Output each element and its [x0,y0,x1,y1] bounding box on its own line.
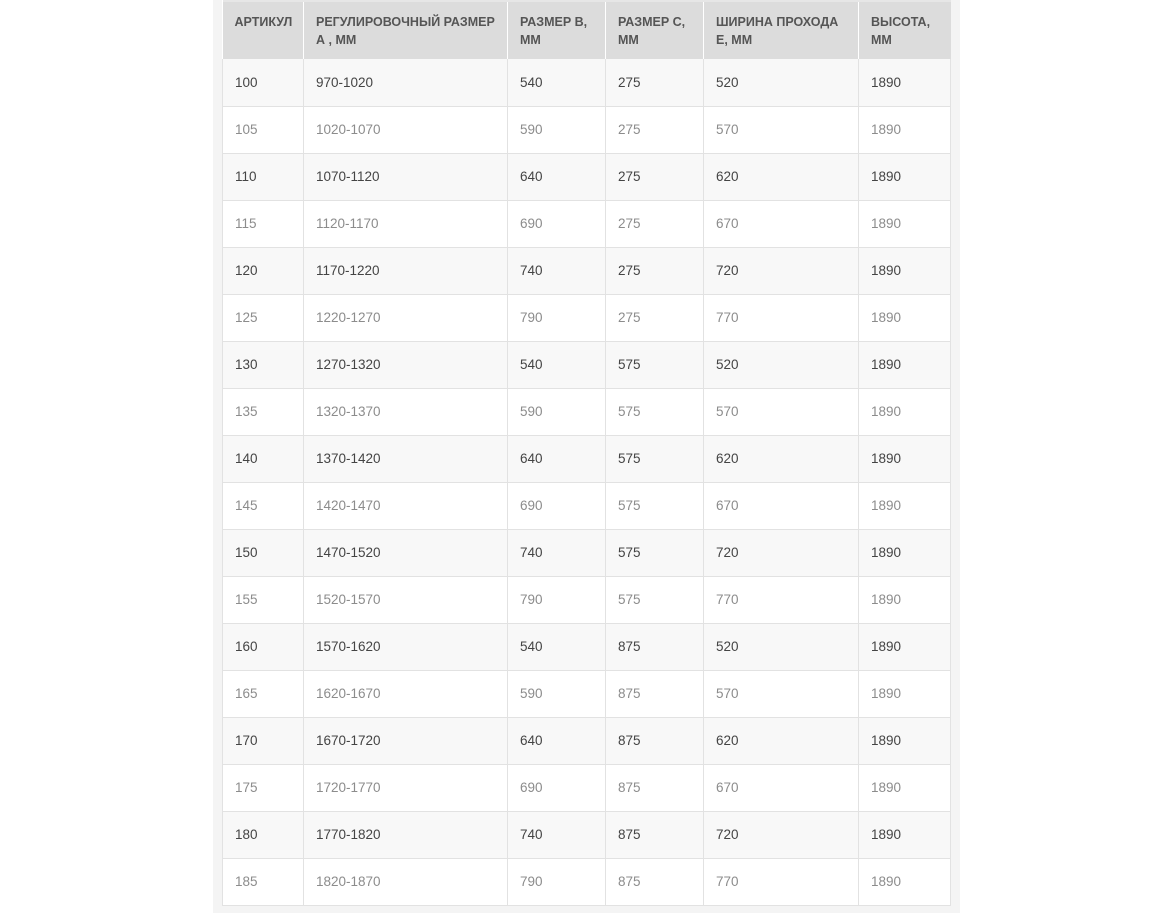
cell-passage-width-e: 720 [704,811,859,858]
cell-height: 1890 [859,717,951,764]
table-body [223,59,951,905]
cell-size-b: 640 [508,435,606,482]
cell-height: 1890 [859,623,951,670]
cell-size-b: 740 [508,247,606,294]
cell-article: 160 [223,623,304,670]
cell-size-b: 790 [508,294,606,341]
cell-article: 100 [223,59,304,106]
table-row [223,764,951,811]
cell-size-b: 540 [508,341,606,388]
cell-size-c: 875 [606,623,704,670]
cell-height: 1890 [859,482,951,529]
cell-height: 1890 [859,388,951,435]
cell-passage-width-e: 770 [704,858,859,905]
cell-passage-width-e: 520 [704,59,859,106]
cell-adjust-size-a: 1020-1070 [304,106,508,153]
table-row [223,858,951,905]
table-row [223,153,951,200]
cell-size-c: 875 [606,764,704,811]
cell-height: 1890 [859,529,951,576]
cell-size-b: 690 [508,764,606,811]
table-row [223,59,951,106]
cell-adjust-size-a: 1070-1120 [304,153,508,200]
cell-size-c: 275 [606,294,704,341]
cell-article: 120 [223,247,304,294]
header-passage-width-e: ШИРИНА ПРОХОДА Е, ММ [704,1,859,59]
cell-height: 1890 [859,764,951,811]
table-row [223,341,951,388]
cell-size-b: 640 [508,717,606,764]
cell-adjust-size-a: 1320-1370 [304,388,508,435]
cell-height: 1890 [859,811,951,858]
cell-size-b: 590 [508,670,606,717]
cell-article: 170 [223,717,304,764]
table-row [223,200,951,247]
cell-passage-width-e: 620 [704,717,859,764]
table-header-row [223,1,951,59]
cell-passage-width-e: 570 [704,670,859,717]
cell-adjust-size-a: 1170-1220 [304,247,508,294]
cell-size-b: 690 [508,200,606,247]
cell-article: 175 [223,764,304,811]
cell-size-b: 740 [508,529,606,576]
cell-size-c: 575 [606,529,704,576]
cell-size-c: 875 [606,670,704,717]
cell-adjust-size-a: 1770-1820 [304,811,508,858]
cell-height: 1890 [859,341,951,388]
cell-size-c: 275 [606,59,704,106]
cell-size-b: 690 [508,482,606,529]
cell-article: 185 [223,858,304,905]
cell-size-b: 540 [508,59,606,106]
table-row [223,717,951,764]
cell-passage-width-e: 520 [704,341,859,388]
table-row [223,435,951,482]
header-size-c: РАЗМЕР С, ММ [606,1,704,59]
cell-passage-width-e: 570 [704,388,859,435]
cell-article: 130 [223,341,304,388]
table-row [223,811,951,858]
cell-size-b: 540 [508,623,606,670]
cell-adjust-size-a: 1570-1620 [304,623,508,670]
cell-size-b: 590 [508,106,606,153]
cell-article: 145 [223,482,304,529]
cell-size-c: 275 [606,153,704,200]
cell-adjust-size-a: 1120-1170 [304,200,508,247]
cell-size-c: 575 [606,435,704,482]
cell-adjust-size-a: 1270-1320 [304,341,508,388]
cell-article: 135 [223,388,304,435]
cell-height: 1890 [859,435,951,482]
cell-height: 1890 [859,670,951,717]
cell-height: 1890 [859,858,951,905]
cell-article: 180 [223,811,304,858]
cell-passage-width-e: 620 [704,435,859,482]
cell-passage-width-e: 670 [704,764,859,811]
cell-passage-width-e: 670 [704,200,859,247]
table-row [223,529,951,576]
cell-adjust-size-a: 1620-1670 [304,670,508,717]
cell-adjust-size-a: 1470-1520 [304,529,508,576]
cell-height: 1890 [859,106,951,153]
cell-size-c: 575 [606,388,704,435]
cell-adjust-size-a: 970-1020 [304,59,508,106]
table-row [223,670,951,717]
cell-size-c: 575 [606,341,704,388]
cell-passage-width-e: 570 [704,106,859,153]
cell-size-c: 275 [606,247,704,294]
table-row [223,106,951,153]
cell-height: 1890 [859,247,951,294]
header-height: ВЫСОТА, ММ [859,1,951,59]
spec-table [222,0,951,906]
cell-adjust-size-a: 1720-1770 [304,764,508,811]
cell-size-c: 575 [606,576,704,623]
cell-size-c: 875 [606,858,704,905]
cell-passage-width-e: 520 [704,623,859,670]
table-row [223,623,951,670]
cell-passage-width-e: 770 [704,294,859,341]
cell-height: 1890 [859,59,951,106]
cell-article: 150 [223,529,304,576]
header-size-b: РАЗМЕР В, ММ [508,1,606,59]
cell-passage-width-e: 770 [704,576,859,623]
cell-passage-width-e: 720 [704,247,859,294]
cell-height: 1890 [859,200,951,247]
cell-adjust-size-a: 1420-1470 [304,482,508,529]
cell-adjust-size-a: 1670-1720 [304,717,508,764]
cell-passage-width-e: 720 [704,529,859,576]
table-row [223,482,951,529]
cell-height: 1890 [859,294,951,341]
cell-article: 105 [223,106,304,153]
cell-size-c: 275 [606,106,704,153]
cell-article: 140 [223,435,304,482]
header-adjust-size-a: РЕГУЛИРОВОЧНЫЙ РАЗМЕР А , ММ [304,1,508,59]
cell-article: 110 [223,153,304,200]
cell-size-c: 875 [606,717,704,764]
table-row [223,576,951,623]
cell-size-c: 275 [606,200,704,247]
table-row [223,294,951,341]
cell-size-b: 790 [508,858,606,905]
cell-adjust-size-a: 1520-1570 [304,576,508,623]
cell-size-b: 590 [508,388,606,435]
cell-passage-width-e: 620 [704,153,859,200]
cell-height: 1890 [859,153,951,200]
cell-article: 115 [223,200,304,247]
cell-adjust-size-a: 1220-1270 [304,294,508,341]
cell-size-b: 740 [508,811,606,858]
cell-height: 1890 [859,576,951,623]
cell-article: 165 [223,670,304,717]
table-row [223,388,951,435]
cell-size-c: 575 [606,482,704,529]
cell-adjust-size-a: 1370-1420 [304,435,508,482]
cell-size-c: 875 [606,811,704,858]
cell-passage-width-e: 670 [704,482,859,529]
table-row [223,247,951,294]
cell-adjust-size-a: 1820-1870 [304,858,508,905]
header-article: АРТИКУЛ [223,1,304,59]
cell-size-b: 790 [508,576,606,623]
cell-size-b: 640 [508,153,606,200]
cell-article: 125 [223,294,304,341]
cell-article: 155 [223,576,304,623]
